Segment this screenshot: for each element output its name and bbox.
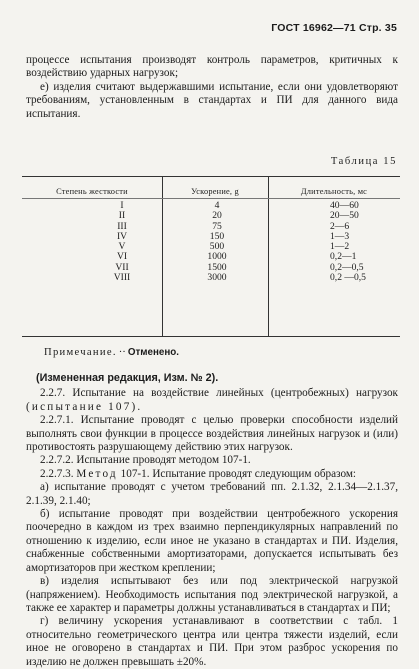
table-cell: VIII: [113, 272, 131, 284]
page-header: ГОСТ 16962—71 Стр. 35: [271, 22, 397, 34]
table-cell: 0,2—0,5: [330, 261, 364, 273]
table-column-rule-1: [162, 176, 163, 336]
list-item-v: в) изделия испытывают без или под электрической нагрузкой (напряжением). Необходимость испытания под электрической нагрузкой, а также ее характер и параметры должны устанавливаться в стандартах и ПИ;: [26, 575, 398, 614]
table-bottom-rule: [22, 336, 400, 337]
table-cell: 1000: [207, 251, 227, 263]
section-text: 107-1. Испытание проводят следующим образом:: [120, 467, 357, 480]
table-note: [44, 347, 179, 358]
table-cell: 4: [214, 200, 220, 211]
table-cell: 20: [212, 210, 222, 222]
table-cell: VI: [116, 251, 128, 263]
table-header-degree: Степень жесткости: [56, 187, 128, 196]
table-column-degree: [82, 201, 162, 283]
text-block-main: [26, 372, 398, 669]
table-cell: 2—6: [330, 220, 350, 232]
table-column-acceleration: [192, 201, 242, 283]
table-cell: 500: [209, 241, 225, 253]
section-2-2-7-2: 2.2.7.2. Испытание проводят методом 107-1.: [40, 454, 251, 467]
table-cell: 0,2 —0,5: [330, 272, 366, 284]
table-cell: I: [120, 200, 124, 211]
section-test-id: (испытание 107).: [26, 400, 143, 413]
table-cell: 40—60: [330, 200, 359, 211]
table-header-duration: Длительность, мс: [300, 187, 368, 196]
table-15: [22, 176, 400, 336]
note-value: Отменено.: [127, 347, 179, 358]
table-cell: 20—50: [330, 210, 359, 222]
table-caption: Таблица 15: [330, 156, 397, 167]
section-2-2-7: [26, 387, 398, 414]
table-cell: V: [118, 241, 126, 253]
table-cell: III: [117, 220, 127, 232]
table-cell: 1—2: [330, 241, 350, 253]
section-2-2-7-3: [26, 468, 398, 481]
section-number: 2.2.7.: [40, 387, 66, 400]
table-cell: 3000: [207, 272, 227, 284]
list-item-g: г) величину ускорения устанавливают в соответствии с табл. 1 относительно геометрического центра или центра тяжести изделий, если иное не оговорено в стандартах и ПИ. При этом разброс ускорения по изделию не должен превышать ±20%.: [26, 615, 398, 668]
paragraph-e: е) изделия считают выдержавшими испытание, если они удовлетворяют требованиям, установленным в стандартах и ПИ для данного вида испытания.: [26, 80, 398, 120]
table-cell: 75: [212, 220, 222, 232]
table-cell: 1—3: [330, 230, 350, 242]
note-label: Примечание.: [44, 347, 117, 358]
note-dots: ··: [118, 347, 126, 358]
edit-note: (Измененная редакция, Изм. № 2).: [36, 372, 219, 384]
list-item-b: б) испытание проводят при воздействии центробежного ускорения поочередно в каждом из трех взаимно перпендикулярных направлений по отношению к изделию, если иное не указано в стандартах и ПИ. Изделия, снабженные собственными амортизаторами, допускается испытывать без амортизаторов при жестком креплении;: [26, 508, 398, 574]
table-cell: IV: [116, 230, 128, 242]
table-cell: VII: [115, 261, 129, 273]
section-title: Испытание на воздействие линейных (центробежных) нагрузок: [72, 387, 398, 400]
method-word: Метод: [76, 467, 118, 480]
text-block-top: [26, 54, 398, 121]
table-column-duration: [300, 201, 380, 283]
section-number: 2.2.7.3.: [40, 467, 74, 480]
table-cell: 0,2—1: [330, 251, 357, 263]
list-item-a: а) испытание проводят с учетом требований пп. 2.1.32, 2.1.34—2.1.37, 2.1.39, 2.1.40;: [26, 481, 398, 507]
paragraph-continuation: процессе испытания производят контроль параметров, критичных к воздействию ударных нагрузок;: [26, 54, 398, 80]
table-cell: 150: [209, 230, 225, 242]
table-cell: II: [118, 210, 126, 222]
table-top-rule: [22, 176, 400, 177]
table-column-rule-2: [268, 176, 269, 336]
section-2-2-7-1: 2.2.7.1. Испытание проводят с целью проверки способности изделий выполнять свои функции в процессе воздействия линейных нагрузок и (или) противостоять разрушающему действию этих нагрузок.: [26, 414, 398, 454]
table-header-rule: [22, 198, 400, 199]
table-cell: 1500: [207, 261, 227, 273]
table-header-acceleration: Ускорение, g: [191, 187, 239, 196]
